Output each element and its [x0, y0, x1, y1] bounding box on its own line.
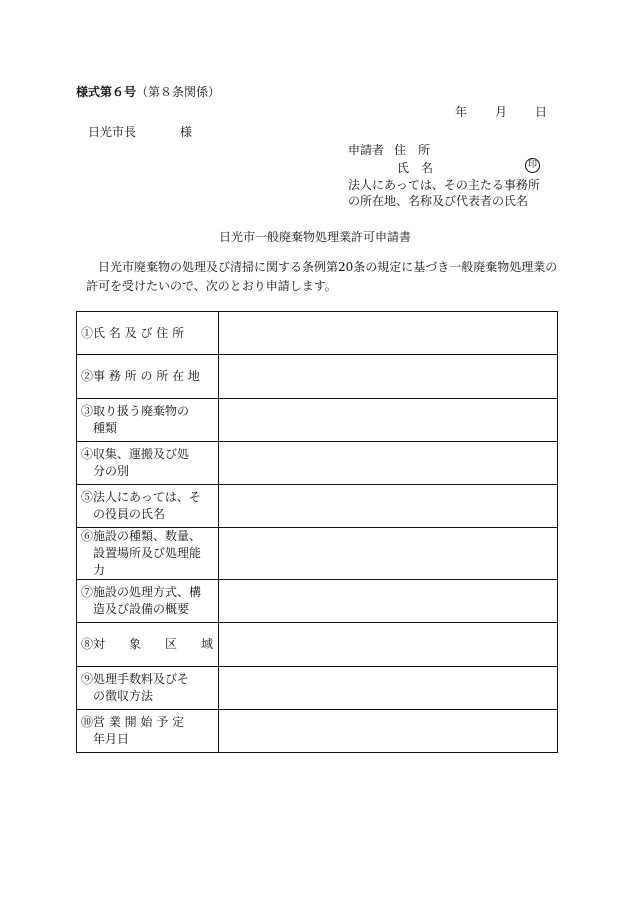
- row-label-line: の徴収方法: [93, 689, 154, 703]
- date-day: 日: [535, 105, 548, 119]
- row-label-line: の役員の氏名: [93, 507, 166, 521]
- table-row: [77, 623, 558, 667]
- row-label-line: 分の別: [93, 464, 130, 478]
- table-row: [77, 667, 558, 710]
- row-value-field[interactable]: [219, 485, 558, 528]
- row-value-field[interactable]: [219, 399, 558, 442]
- table-row: [77, 528, 558, 580]
- row-label-line: ③取り扱う廃棄物の: [81, 404, 190, 418]
- row-label-line: ⑨処理手数料及びそ: [81, 672, 190, 686]
- row-label: [77, 623, 219, 667]
- date-month: 月: [495, 105, 508, 119]
- row-label-line: 年月日: [93, 732, 130, 746]
- addressee: [88, 124, 192, 140]
- table-row: [77, 355, 558, 399]
- row-value-field[interactable]: [219, 312, 558, 355]
- row-value-field[interactable]: [219, 667, 558, 710]
- table-row: [77, 710, 558, 753]
- addressee-honorific: 様: [180, 125, 193, 139]
- row-label: [77, 710, 219, 753]
- applicant-name-label: 氏 名: [397, 161, 434, 175]
- row-label-line: 力: [93, 563, 106, 577]
- row-label-line: 造及び設備の概要: [93, 602, 190, 616]
- applicant-address-label: 住 所: [394, 143, 431, 157]
- row-label-line: ⑩営 業 開 始 予 定: [81, 715, 185, 729]
- document-title: 日光市一般廃棄物処理業許可申請書: [218, 230, 411, 244]
- addressee-name: 日光市長: [88, 125, 137, 139]
- form-identifier: [76, 84, 220, 100]
- table-row: [77, 399, 558, 442]
- row-value-field[interactable]: [219, 623, 558, 667]
- row-label-line: ⑥施設の種類、数量、: [81, 529, 202, 543]
- row-value-field[interactable]: [219, 580, 558, 623]
- row-label: [77, 399, 219, 442]
- applicant-note-2: の所在地、名称及び代表者の氏名: [348, 194, 529, 208]
- row-label: [77, 355, 219, 399]
- date-line: [455, 104, 547, 120]
- row-label: [77, 667, 219, 710]
- applicant-note-1: 法人にあっては、その主たる事務所: [348, 178, 540, 192]
- form-number: 様式第６号: [76, 85, 137, 99]
- row-label-line: ⑤法人にあっては、そ: [81, 490, 201, 504]
- applicant-name-line: [397, 160, 433, 176]
- body-line-2: 許可を受けたいので、次のとおり申請します。: [86, 279, 337, 293]
- body-line-1: 日光市廃棄物の処理及び清掃に関する条例第20条の規定に基づき一般廃棄物処理業の: [98, 260, 558, 274]
- table-row: [77, 442, 558, 485]
- application-table: [76, 311, 558, 753]
- date-year: 年: [455, 105, 468, 119]
- row-label-line: ④収集、運搬及び処: [81, 447, 190, 461]
- table-row: [77, 580, 558, 623]
- row-value-field[interactable]: [219, 355, 558, 399]
- form-relation: （第８条関係）: [136, 85, 221, 99]
- seal-mark: 印: [525, 158, 540, 173]
- row-value-field[interactable]: [219, 710, 558, 753]
- row-label: [77, 580, 219, 623]
- row-label: [77, 528, 219, 580]
- row-label-line: ②事 務 所 の 所 在 地: [81, 369, 200, 383]
- table-row: [77, 312, 558, 355]
- table-row: [77, 485, 558, 528]
- applicant-address-line: [348, 142, 430, 158]
- row-label: [77, 312, 219, 355]
- row-label-line: 種類: [93, 421, 118, 435]
- row-label-line: 設置場所及び処理能: [93, 546, 202, 560]
- row-value-field[interactable]: [219, 528, 558, 580]
- row-label: [77, 485, 219, 528]
- row-label: [77, 442, 219, 485]
- applicant-label: 申請者: [348, 143, 385, 157]
- body-text: [86, 258, 566, 296]
- row-label-line: ⑧対 象 区 域: [81, 637, 214, 651]
- row-label-line: ①氏 名 及 び 住 所: [81, 325, 185, 340]
- row-value-field[interactable]: [219, 442, 558, 485]
- row-label-line: ⑦施設の処理方式、構: [81, 585, 202, 599]
